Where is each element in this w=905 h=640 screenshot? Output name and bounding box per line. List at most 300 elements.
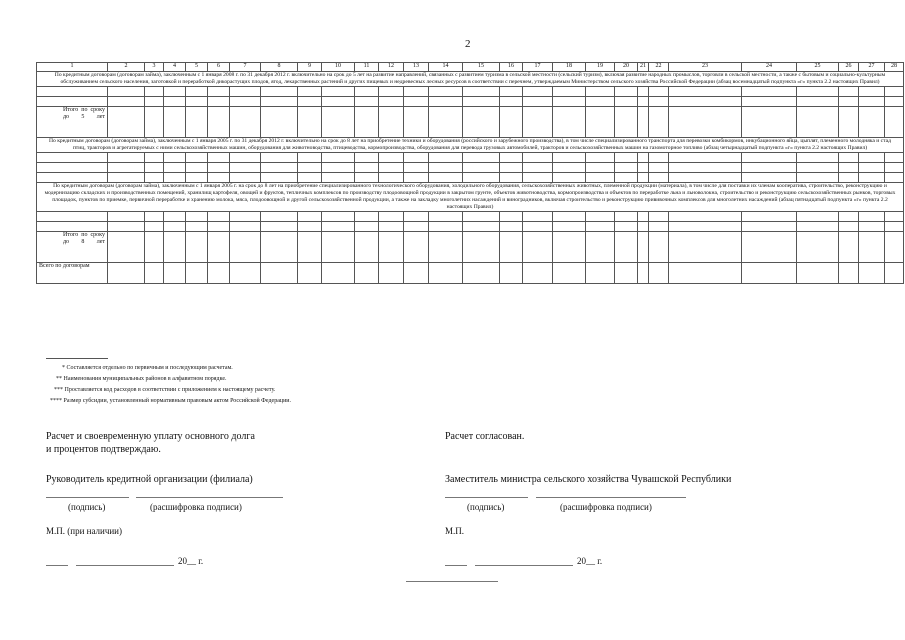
table-cell: [108, 162, 145, 172]
table-cell: [669, 96, 742, 106]
table-cell: [145, 221, 164, 231]
table-cell: [742, 221, 797, 231]
table-cell: [108, 96, 145, 106]
table-cell: [145, 96, 164, 106]
table-cell: [261, 221, 298, 231]
table-cell: [322, 262, 355, 283]
section-heading-row: [37, 72, 904, 87]
table-cell: [553, 231, 586, 262]
column-number: 2: [108, 63, 145, 72]
column-number: 24: [742, 63, 797, 72]
table-cell: [208, 162, 230, 172]
table-row: [37, 172, 904, 182]
table-cell: [885, 106, 904, 137]
table-cell: [379, 96, 404, 106]
table-cell: [186, 162, 208, 172]
table-cell: [523, 172, 553, 182]
table-cell: [839, 96, 859, 106]
table-cell: [404, 106, 429, 137]
table-cell: [322, 211, 355, 221]
table-cell: [145, 172, 164, 182]
table-cell: [404, 96, 429, 106]
table-cell: [649, 86, 669, 96]
table-cell: [298, 106, 322, 137]
ministry-signature-label: (подпись): [467, 502, 505, 512]
table-cell: [638, 262, 649, 283]
table-cell: [164, 106, 186, 137]
bank-decode-label: (расшифровка подписи): [150, 502, 242, 512]
deputy-minister-title: Заместитель министра сельского хозяйства Чувашской Республики: [445, 474, 732, 485]
column-number: 18: [553, 63, 586, 72]
table-cell: [742, 86, 797, 96]
table-cell: [523, 96, 553, 106]
table-cell: [322, 221, 355, 231]
table-cell: [859, 221, 885, 231]
table-cell: [885, 262, 904, 283]
column-number: 26: [839, 63, 859, 72]
table-cell: [649, 96, 669, 106]
table-cell: [230, 152, 261, 162]
table-row: [37, 86, 904, 96]
table-cell: [797, 106, 839, 137]
table-cell: [649, 162, 669, 172]
table-cell: [638, 162, 649, 172]
table-cell: [839, 231, 859, 262]
table-cell: [638, 152, 649, 162]
page-number: 2: [465, 38, 471, 50]
table-cell: [523, 152, 553, 162]
section-heading: По кредитным договорам (договорам займа), заключенным с 1 января 2005 г. по 31 декабря 2012 г. включительно на срок до 8 лет на приобретение техники и оборудования (российского и зарубежного производства), в том числе специализированного транспорта для перевозки комбикормов, инкубационного яйца, цыплят, племенного молодняка и стад птиц, тракторов и агрегатируемых с ними сельскохозяйственных машин, оборудования для животноводства, птицеводства, кормопроизводства, оборудования для перевода грузовых автомобилей, тракторов и сельскохозяйственных машин на газомоторное топливо (абзац четырнадцатый подпункта «г» пункта 2.2 настоящих Правил): [37, 137, 904, 152]
table-cell: [322, 152, 355, 162]
column-number: 15: [463, 63, 500, 72]
table-cell: [186, 86, 208, 96]
table-cell: [797, 162, 839, 172]
table-cell: [586, 106, 615, 137]
table-cell: [145, 262, 164, 283]
table-cell: [404, 211, 429, 221]
table-cell: [523, 262, 553, 283]
table-cell: [108, 106, 145, 137]
table-cell: [186, 152, 208, 162]
table-cell: [230, 96, 261, 106]
table-cell: [797, 221, 839, 231]
table-cell: [742, 106, 797, 137]
table-cell: [615, 262, 638, 283]
table-row: [37, 211, 904, 221]
column-number: 9: [298, 63, 322, 72]
table-cell: [208, 231, 230, 262]
table-cell: [108, 221, 145, 231]
table-cell: [859, 262, 885, 283]
table-cell: [859, 172, 885, 182]
table-cell: [586, 86, 615, 96]
table-cell: [649, 172, 669, 182]
table-cell: [230, 231, 261, 262]
ministry-date-month-line: [475, 565, 573, 566]
table-cell: [404, 162, 429, 172]
column-number: 19: [586, 63, 615, 72]
table-cell: [500, 172, 523, 182]
table-cell: [145, 231, 164, 262]
table-cell: [404, 221, 429, 231]
table-cell: [322, 172, 355, 182]
table-cell: [322, 86, 355, 96]
table-cell: [355, 211, 379, 221]
table-cell: [186, 211, 208, 221]
table-cell: [208, 96, 230, 106]
table-cell: [523, 106, 553, 137]
column-number: 14: [429, 63, 463, 72]
table-cell: [355, 262, 379, 283]
table-cell: [859, 211, 885, 221]
table-cell: [859, 162, 885, 172]
column-number: 17: [523, 63, 553, 72]
table-cell: [261, 162, 298, 172]
subtotal-row-label: Итого по сроку до 5 лет: [63, 106, 105, 121]
column-number: 1: [37, 63, 108, 72]
section-heading: По кредитным договорам (договорам займа), заключенным с 1 января 2008 г. по 31 декабря 2012 г. включительно на срок до 5 лет на развитие направлений, связанных с развитием туризма в сельской местности (сельский туризм), включая развитие народных промыслов, торговли в сельской местности, а также с бытовым и социально-культурным обслуживанием сельского населения, заготовкой и переработкой дикорастущих плодов, ягод, лекарственных растений и других пищевых и недревесных лесных ресурсов в соответствии с перечнем, утверждаемым Министерством сельского хозяйства Российской Федерации (абзац восемнадцатый подпункта «г» пункта 2.2 настоящих Правил): [37, 72, 904, 87]
table-row: [37, 152, 904, 162]
table-cell: [261, 262, 298, 283]
table-cell: [145, 162, 164, 172]
table-cell: [885, 221, 904, 231]
table-cell: [553, 211, 586, 221]
table-cell: [164, 172, 186, 182]
footnotes: [50, 363, 291, 407]
table-cell: [669, 106, 742, 137]
table-cell: [839, 106, 859, 137]
table-cell: [523, 162, 553, 172]
grand-total-row: [37, 262, 904, 283]
section-heading-row: [37, 182, 904, 211]
table-cell: [463, 221, 500, 231]
table-cell: [839, 86, 859, 96]
table-cell: [859, 152, 885, 162]
table-cell: [379, 86, 404, 96]
table-cell: [145, 86, 164, 96]
table-cell: [742, 231, 797, 262]
table-cell: [145, 152, 164, 162]
table-cell: [379, 172, 404, 182]
table-cell: [429, 162, 463, 172]
table-cell: [164, 96, 186, 106]
table-cell: [638, 172, 649, 182]
subtotal-row: [37, 106, 904, 137]
table-cell: [500, 106, 523, 137]
table-cell: [885, 162, 904, 172]
table-cell: [463, 211, 500, 221]
table-cell: [208, 106, 230, 137]
table-cell: [463, 106, 500, 137]
table-cell: [523, 231, 553, 262]
section-heading: По кредитным договорам (договорам займа), заключенным с 1 января 2005 г. на срок до 8 лет на приобретение специализированного технологического оборудования, холодильного оборудования, сельскохозяйственных животных, племенной продукции (материала), в том числе для поставки их членам кооператива, строительство, реконструкцию и модернизацию складских и производственных помещений, хранилищ картофеля, овощей и фруктов, тепличных комплексов по производству плодоовощной продукции в закрытом грунте, объектов животноводства, кормопроизводства и объектов по переработке льна и льноволокна, строительство и реконструкцию сельскохозяйственных рынков, торговых площадок, пунктов по приемке, первичной переработке и хранению молока, мяса, плодоовощной и другой сельскохозяйственной продукции, а также на закладку многолетних насаждений и виноградников, включая строительство и реконструкцию прививочных комплексов для многолетних насаждений (абзац пятнадцатый подпункта «г» пункта 2.2 настоящих Правил): [37, 182, 904, 211]
table-cell: [500, 221, 523, 231]
table-cell: [355, 152, 379, 162]
table-cell: [885, 152, 904, 162]
table-cell: [429, 211, 463, 221]
table-cell: [298, 162, 322, 172]
table-cell: [186, 96, 208, 106]
column-number: 12: [379, 63, 404, 72]
table-cell: [164, 231, 186, 262]
table-cell: [186, 172, 208, 182]
table-cell: [885, 211, 904, 221]
table-cell: [669, 162, 742, 172]
column-number: 8: [261, 63, 298, 72]
table-cell: [322, 106, 355, 137]
table-cell: [553, 172, 586, 182]
table-cell: [586, 162, 615, 172]
table-cell: [429, 96, 463, 106]
table-cell: [164, 86, 186, 96]
table-cell: [208, 152, 230, 162]
footnote-1: * Составляется отдельно по первичным и последующим расчетам.: [62, 365, 233, 371]
table-cell: [186, 221, 208, 231]
table-cell: [885, 86, 904, 96]
table-cell: [586, 96, 615, 106]
table-cell: [638, 211, 649, 221]
table-cell: [500, 262, 523, 283]
column-number: 4: [164, 63, 186, 72]
table-cell: [379, 262, 404, 283]
table-cell: [742, 211, 797, 221]
table-cell: [500, 231, 523, 262]
table-cell: [500, 211, 523, 221]
table-cell: [615, 106, 638, 137]
table-cell: [742, 152, 797, 162]
table-cell: [429, 231, 463, 262]
column-number: 21: [638, 63, 649, 72]
column-number: 16: [500, 63, 523, 72]
table-cell: [37, 172, 108, 182]
table-cell: [797, 152, 839, 162]
table-cell: [230, 221, 261, 231]
table-cell: [108, 172, 145, 182]
table-cell: [669, 152, 742, 162]
table-cell: [797, 262, 839, 283]
confirmation-text: Расчет и своевременную уплату основного долга и процентов подтверждаю.: [46, 431, 255, 455]
table-cell: [669, 231, 742, 262]
agreed-text: Расчет согласован.: [445, 431, 525, 442]
table-cell: [261, 152, 298, 162]
table-cell: [797, 231, 839, 262]
table-cell: [638, 86, 649, 96]
page-bottom-rule: [406, 581, 498, 582]
bank-date-year: 20__ г.: [178, 556, 204, 566]
table-cell: [615, 172, 638, 182]
table-cell: [261, 86, 298, 96]
table-cell: [208, 221, 230, 231]
bank-stamp-label: М.П. (при наличии): [46, 526, 122, 536]
table-cell: [379, 221, 404, 231]
table-cell: [404, 152, 429, 162]
table-cell: [615, 211, 638, 221]
bank-signature-label: (подпись): [68, 502, 106, 512]
ministry-decode-label: (расшифровка подписи): [560, 502, 652, 512]
table-cell: [37, 221, 108, 231]
table-cell: [615, 86, 638, 96]
column-number: 22: [649, 63, 669, 72]
column-number: 13: [404, 63, 429, 72]
table-cell: [37, 86, 108, 96]
table-cell: [553, 162, 586, 172]
table-cell: [429, 152, 463, 162]
table-cell: [429, 106, 463, 137]
ministry-decode-line: [536, 497, 686, 498]
table-cell: [108, 152, 145, 162]
column-number: 23: [669, 63, 742, 72]
column-number: 27: [859, 63, 885, 72]
subsidy-calculation-table: [36, 62, 904, 284]
table-cell: [298, 96, 322, 106]
table-cell: [797, 96, 839, 106]
table-cell: [164, 221, 186, 231]
table-cell: [186, 106, 208, 137]
table-cell: [230, 106, 261, 137]
table-cell: [885, 172, 904, 182]
column-number: 6: [208, 63, 230, 72]
footnote-separator: [46, 358, 108, 359]
table-cell: [638, 106, 649, 137]
table-cell: [404, 86, 429, 96]
table-cell: [742, 162, 797, 172]
ministry-signature-line: [445, 497, 528, 498]
table-cell: [463, 96, 500, 106]
table-cell: [463, 172, 500, 182]
table-cell: [230, 172, 261, 182]
table-cell: [463, 152, 500, 162]
table-cell: [37, 231, 108, 262]
table-cell: [298, 86, 322, 96]
table-cell: [553, 106, 586, 137]
table-cell: [322, 162, 355, 172]
table-cell: [742, 96, 797, 106]
table-cell: [108, 211, 145, 221]
table-cell: [355, 96, 379, 106]
table-cell: [638, 96, 649, 106]
table-cell: [553, 262, 586, 283]
table-cell: [839, 152, 859, 162]
table-cell: [839, 221, 859, 231]
column-number: 25: [797, 63, 839, 72]
table-cell: [586, 211, 615, 221]
table-cell: [355, 172, 379, 182]
table-cell: [164, 211, 186, 221]
table-cell: [885, 231, 904, 262]
table-cell: [37, 106, 108, 137]
table-cell: [553, 86, 586, 96]
table-cell: [37, 211, 108, 221]
table-row: [37, 221, 904, 231]
table-cell: [669, 221, 742, 231]
table-cell: [429, 172, 463, 182]
table-cell: [859, 231, 885, 262]
table-cell: [108, 86, 145, 96]
subtotal-row-label: Итого по сроку до 8 лет: [63, 231, 105, 246]
table-cell: [797, 172, 839, 182]
table-cell: [586, 231, 615, 262]
table-cell: [859, 106, 885, 137]
table-cell: [37, 96, 108, 106]
table-cell: [379, 162, 404, 172]
table-cell: [523, 86, 553, 96]
table-cell: [649, 211, 669, 221]
table-cell: [523, 211, 553, 221]
grand-total-row-label: Всего по договорам: [39, 262, 90, 269]
bank-date-day-line: [46, 565, 68, 566]
table-cell: [208, 211, 230, 221]
table-cell: [586, 152, 615, 162]
table-cell: [649, 152, 669, 162]
table-cell: [379, 231, 404, 262]
table-cell: [649, 221, 669, 231]
table-cell: [429, 86, 463, 96]
table-cell: [797, 86, 839, 96]
ministry-date-year: 20__ г.: [577, 556, 603, 566]
table-row: [37, 96, 904, 106]
table-cell: [859, 96, 885, 106]
table-cell: [742, 262, 797, 283]
table-cell: [615, 221, 638, 231]
table-cell: [164, 262, 186, 283]
table-cell: [553, 96, 586, 106]
footnote-4: **** Размер субсидии, установленный нормативным правовым актом Российской Федерации.: [50, 398, 292, 404]
column-number: 3: [145, 63, 164, 72]
table-cell: [37, 152, 108, 162]
table-cell: [230, 162, 261, 172]
table-row: [37, 162, 904, 172]
table-cell: [298, 211, 322, 221]
table-cell: [379, 152, 404, 162]
ministry-stamp-label: М.П.: [445, 526, 465, 536]
footnote-2: ** Наименования муниципальных районов в алфавитном порядке.: [56, 376, 227, 382]
table-cell: [615, 231, 638, 262]
bank-decode-line: [136, 497, 283, 498]
table-cell: [500, 86, 523, 96]
table-cell: [108, 262, 145, 283]
table-cell: [145, 211, 164, 221]
table-cell: [261, 172, 298, 182]
table-cell: [298, 221, 322, 231]
table-cell: [404, 172, 429, 182]
table-cell: [208, 172, 230, 182]
column-number: 28: [885, 63, 904, 72]
table-cell: [186, 231, 208, 262]
table-cell: [355, 86, 379, 96]
table-cell: [669, 86, 742, 96]
bank-date-month-line: [76, 565, 174, 566]
table-cell: [145, 106, 164, 137]
table-cell: [463, 162, 500, 172]
footnote-3: *** Проставляется код расходов в соответствии с приложением к настоящему расчету.: [54, 387, 276, 393]
table-cell: [404, 262, 429, 283]
table-cell: [615, 162, 638, 172]
table-cell: [638, 231, 649, 262]
table-cell: [298, 152, 322, 162]
table-cell: [355, 231, 379, 262]
table-cell: [355, 162, 379, 172]
table-cell: [108, 231, 145, 262]
bank-signature-line: [46, 497, 129, 498]
table-cell: [839, 162, 859, 172]
table-cell: [261, 106, 298, 137]
table-cell: [164, 152, 186, 162]
table-cell: [500, 152, 523, 162]
table-cell: [186, 262, 208, 283]
table-cell: [859, 86, 885, 96]
table-cell: [669, 262, 742, 283]
ministry-date-day-line: [445, 565, 467, 566]
